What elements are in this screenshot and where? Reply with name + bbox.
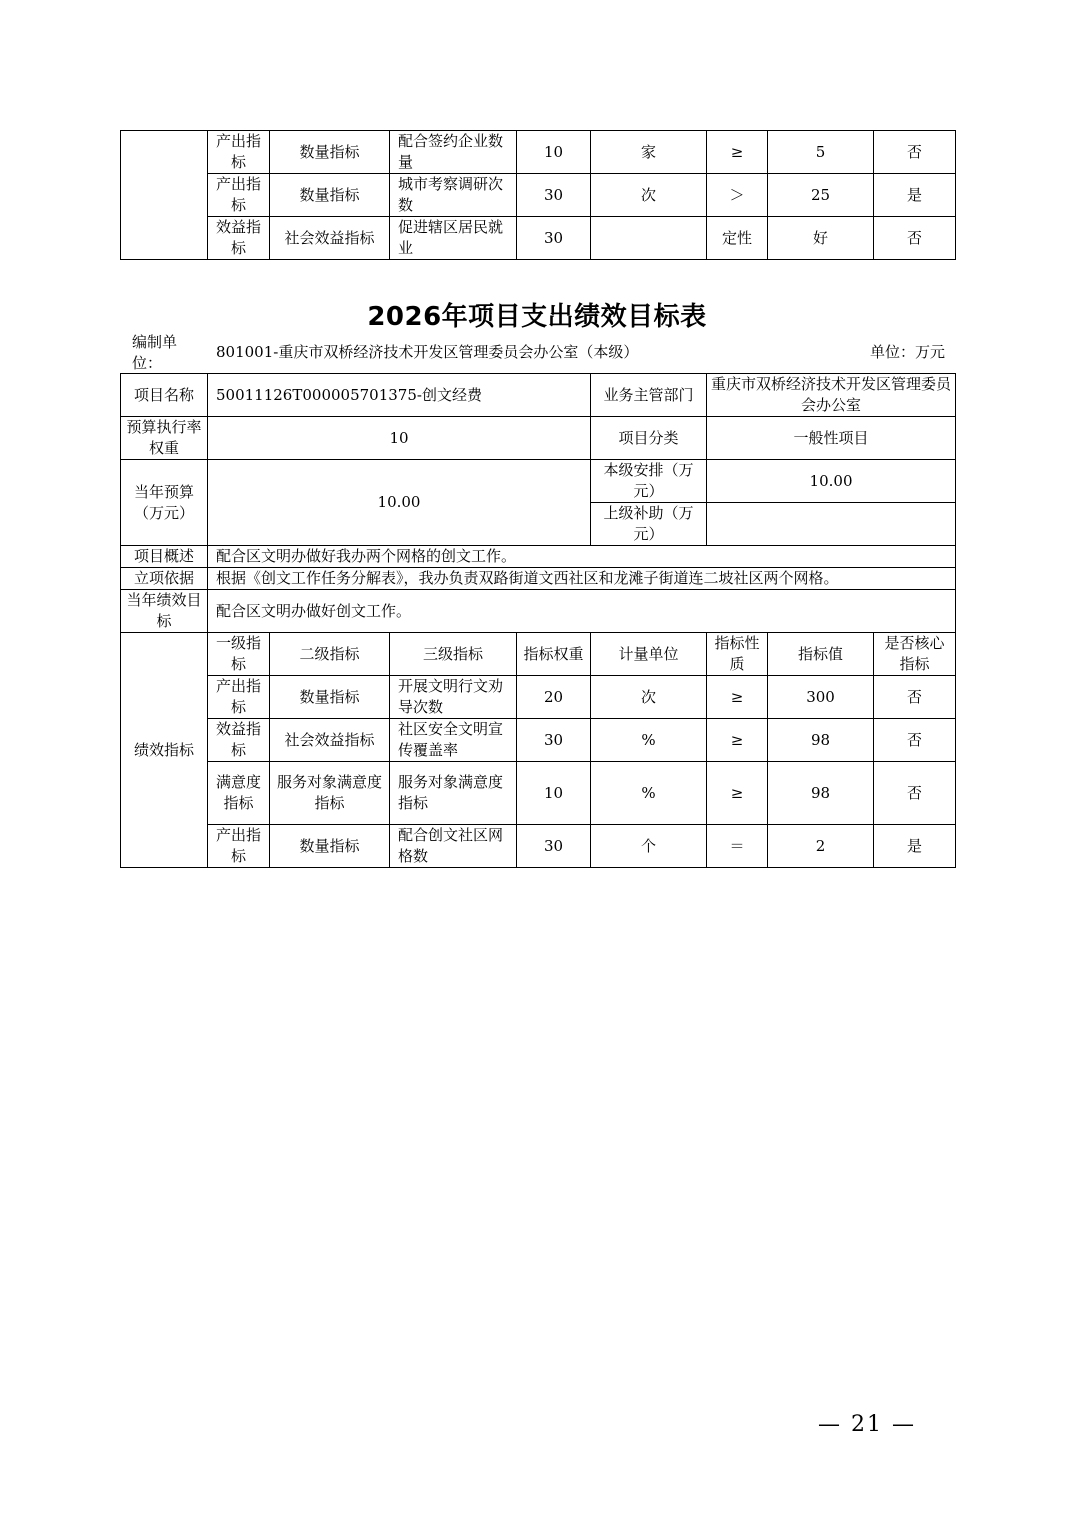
table-cell: 城市考察调研次数	[390, 174, 517, 217]
table-cell: 次	[591, 174, 707, 217]
table-cell: 5	[768, 131, 874, 174]
perf-header-cell: 指标性质	[707, 633, 768, 676]
weight-label: 预算执行率权重	[121, 417, 208, 460]
table-cell: 10	[517, 131, 591, 174]
budget-value: 10.00	[208, 460, 591, 546]
weight-value: 10	[208, 417, 591, 460]
table-cell: 否	[874, 217, 956, 260]
table-cell: 30	[517, 719, 591, 762]
table-cell: 定性	[707, 217, 768, 260]
category-label: 项目分类	[591, 417, 707, 460]
table-cell: %	[591, 719, 707, 762]
table-meta	[120, 332, 955, 372]
table-cell: 2	[768, 825, 874, 868]
table-cell: 300	[768, 676, 874, 719]
previous-indicator-rows	[121, 131, 956, 260]
table-cell: ≥	[707, 719, 768, 762]
overview-value: 配合区文明办做好我办两个网格的创文工作。	[208, 546, 956, 568]
perf-label: 绩效指标	[121, 633, 208, 868]
perf-header-cell: 指标值	[768, 633, 874, 676]
perf-header-cell: 一级指标	[208, 633, 270, 676]
empty-merged-cell	[121, 131, 208, 260]
table-cell: 效益指标	[208, 719, 270, 762]
perf-header-cell: 是否核心指标	[874, 633, 956, 676]
table-cell: 是	[874, 825, 956, 868]
table-cell: ＝	[707, 825, 768, 868]
basis-label: 立项依据	[121, 568, 208, 590]
table-cell: 否	[874, 131, 956, 174]
table-cell: 满意度指标	[208, 762, 270, 825]
page-number: — 21 —	[818, 1412, 916, 1437]
table-cell: 否	[874, 762, 956, 825]
table-cell: ≥	[707, 762, 768, 825]
project-name-row	[121, 374, 956, 417]
goal-value: 配合区文明办做好创文工作。	[208, 590, 956, 633]
currency-unit: 单位：万元	[869, 343, 945, 361]
table-cell: 次	[591, 676, 707, 719]
table-cell: 30	[517, 825, 591, 868]
goal-label: 当年绩效目标	[121, 590, 208, 633]
table-cell: 10	[517, 762, 591, 825]
prepared-by-label: 编制单位：	[132, 333, 178, 372]
table-cell: 98	[768, 762, 874, 825]
dept-label: 业务主管部门	[591, 374, 707, 417]
perf-row	[121, 719, 956, 762]
table-cell: 30	[517, 217, 591, 260]
table-cell: 社会效益指标	[270, 719, 390, 762]
perf-header-row	[121, 633, 956, 676]
perf-row	[121, 762, 956, 825]
table-cell: 98	[768, 719, 874, 762]
table-cell	[591, 217, 707, 260]
local-value: 10.00	[707, 460, 956, 503]
overview-row	[121, 546, 956, 568]
table-cell: 社区安全文明宣传覆盖率	[390, 719, 517, 762]
table-cell: 30	[517, 174, 591, 217]
table-cell: 开展文明行文劝导次数	[390, 676, 517, 719]
prepared-by-value: 801001-重庆市双桥经济技术开发区管理委员会办公室（本级）	[216, 343, 639, 361]
table-cell: 20	[517, 676, 591, 719]
perf-header-cell: 二级指标	[270, 633, 390, 676]
subsidy-value	[707, 503, 956, 546]
table-cell: 家	[591, 131, 707, 174]
table-cell: 数量指标	[270, 174, 390, 217]
table-cell: 否	[874, 676, 956, 719]
project-name-label: 项目名称	[121, 374, 208, 417]
table-cell: 产出指标	[208, 676, 270, 719]
table-cell: 效益指标	[208, 217, 270, 260]
perf-header-cell: 指标权重	[517, 633, 591, 676]
category-value: 一般性项目	[707, 417, 956, 460]
table-row	[121, 174, 956, 217]
table-cell: 服务对象满意度指标	[390, 762, 517, 825]
budget-row	[121, 460, 956, 503]
previous-indicator-table	[120, 130, 956, 260]
perf-header-cell: 计量单位	[591, 633, 707, 676]
weight-row	[121, 417, 956, 460]
table-cell: 数量指标	[270, 825, 390, 868]
basis-value: 根据《创文工作任务分解表》，我办负责双路街道文西社区和龙滩子街道连二坡社区两个网格。	[208, 568, 956, 590]
local-label: 本级安排（万元）	[591, 460, 707, 503]
table-cell: 服务对象满意度指标	[270, 762, 390, 825]
table-cell: 社会效益指标	[270, 217, 390, 260]
table-cell: ≥	[707, 676, 768, 719]
table-row	[121, 217, 956, 260]
perf-row	[121, 825, 956, 868]
table-cell: ≥	[707, 131, 768, 174]
table-cell: 否	[874, 719, 956, 762]
overview-label: 项目概述	[121, 546, 208, 568]
dept-value: 重庆市双桥经济技术开发区管理委员会办公室	[707, 374, 956, 417]
table-cell: 产出指标	[208, 825, 270, 868]
goal-row	[121, 590, 956, 633]
table-cell: 25	[768, 174, 874, 217]
table-row	[121, 131, 956, 174]
table-cell: %	[591, 762, 707, 825]
table-cell: 产出指标	[208, 131, 270, 174]
perf-header-cell: 三级指标	[390, 633, 517, 676]
table-cell: 好	[768, 217, 874, 260]
table-cell: 是	[874, 174, 956, 217]
basis-row	[121, 568, 956, 590]
table-cell: 产出指标	[208, 174, 270, 217]
perf-row	[121, 676, 956, 719]
table-cell: 配合签约企业数量	[390, 131, 517, 174]
budget-label: 当年预算（万元）	[121, 460, 208, 546]
subsidy-label: 上级补助（万元）	[591, 503, 707, 546]
table-cell: 数量指标	[270, 676, 390, 719]
table-cell: ＞	[707, 174, 768, 217]
table-cell: 个	[591, 825, 707, 868]
project-name-value: 50011126T000005701375-创文经费	[208, 374, 591, 417]
table-cell: 促进辖区居民就业	[390, 217, 517, 260]
table-cell: 数量指标	[270, 131, 390, 174]
table-cell: 配合创文社区网格数	[390, 825, 517, 868]
performance-target-table	[120, 373, 956, 868]
page-title: 2026年项目支出绩效目标表	[367, 302, 707, 332]
